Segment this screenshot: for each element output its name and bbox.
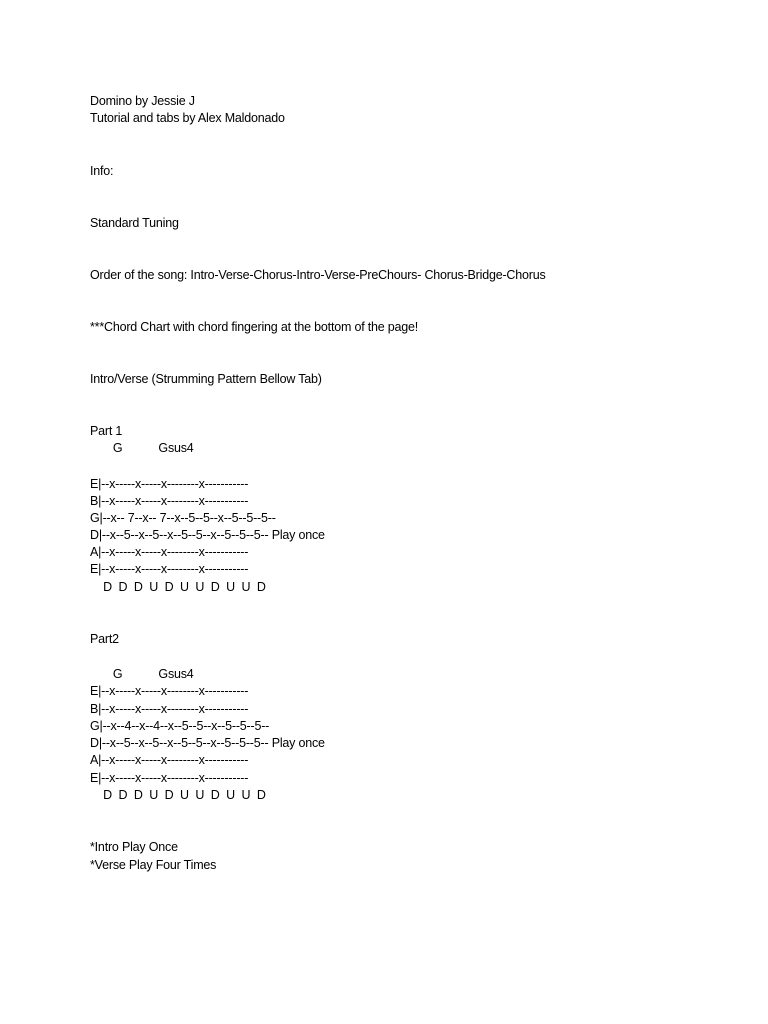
part1-strum-pattern: D D D U D U U D U U D: [90, 580, 266, 594]
part1-tab-line: E|--x-----x-----x--------x-----------: [90, 477, 249, 491]
part2-tab-line: G|--x--4--x--4--x--5--5--x--5--5--5--: [90, 719, 270, 733]
section-heading: Intro/Verse (Strumming Pattern Bellow Tab): [90, 372, 322, 386]
part1-chords: G Gsus4: [90, 441, 194, 455]
document-subtitle: Tutorial and tabs by Alex Maldonado: [90, 111, 285, 125]
tuning-text: Standard Tuning: [90, 216, 179, 230]
part2-label: Part2: [90, 632, 119, 646]
song-order-text: Order of the song: Intro-Verse-Chorus-Intro-Verse-PreChours- Chorus-Bridge-Chorus: [90, 268, 546, 282]
part2-tab-line: E|--x-----x-----x--------x-----------: [90, 684, 249, 698]
chord-chart-note: ***Chord Chart with chord fingering at the bottom of the page!: [90, 320, 419, 334]
part2-strum-pattern: D D D U D U U D U U D: [90, 788, 266, 802]
part1-tab-line: G|--x-- 7--x-- 7--x--5--5--x--5--5--5--: [90, 511, 276, 525]
part2-tab-line: B|--x-----x-----x--------x-----------: [90, 702, 249, 716]
part2-tab-line: E|--x-----x-----x--------x-----------: [90, 771, 249, 785]
part2-tab-line: A|--x-----x-----x--------x-----------: [90, 753, 249, 767]
part1-label: Part 1: [90, 424, 123, 438]
intro-note: *Intro Play Once: [90, 840, 178, 854]
info-label: Info:: [90, 164, 114, 178]
document-title: Domino by Jessie J: [90, 94, 195, 108]
part1-tab-line: A|--x-----x-----x--------x-----------: [90, 545, 249, 559]
part1-tab-line: E|--x-----x-----x--------x-----------: [90, 562, 249, 576]
part1-tab-line: D|--x--5--x--5--x--5--5--x--5--5--5-- Play once: [90, 528, 325, 542]
part2-tab-line: D|--x--5--x--5--x--5--5--x--5--5--5-- Play once: [90, 736, 325, 750]
part1-tab-line: B|--x-----x-----x--------x-----------: [90, 494, 249, 508]
verse-note: *Verse Play Four Times: [90, 858, 217, 872]
part2-chords: G Gsus4: [90, 667, 194, 681]
